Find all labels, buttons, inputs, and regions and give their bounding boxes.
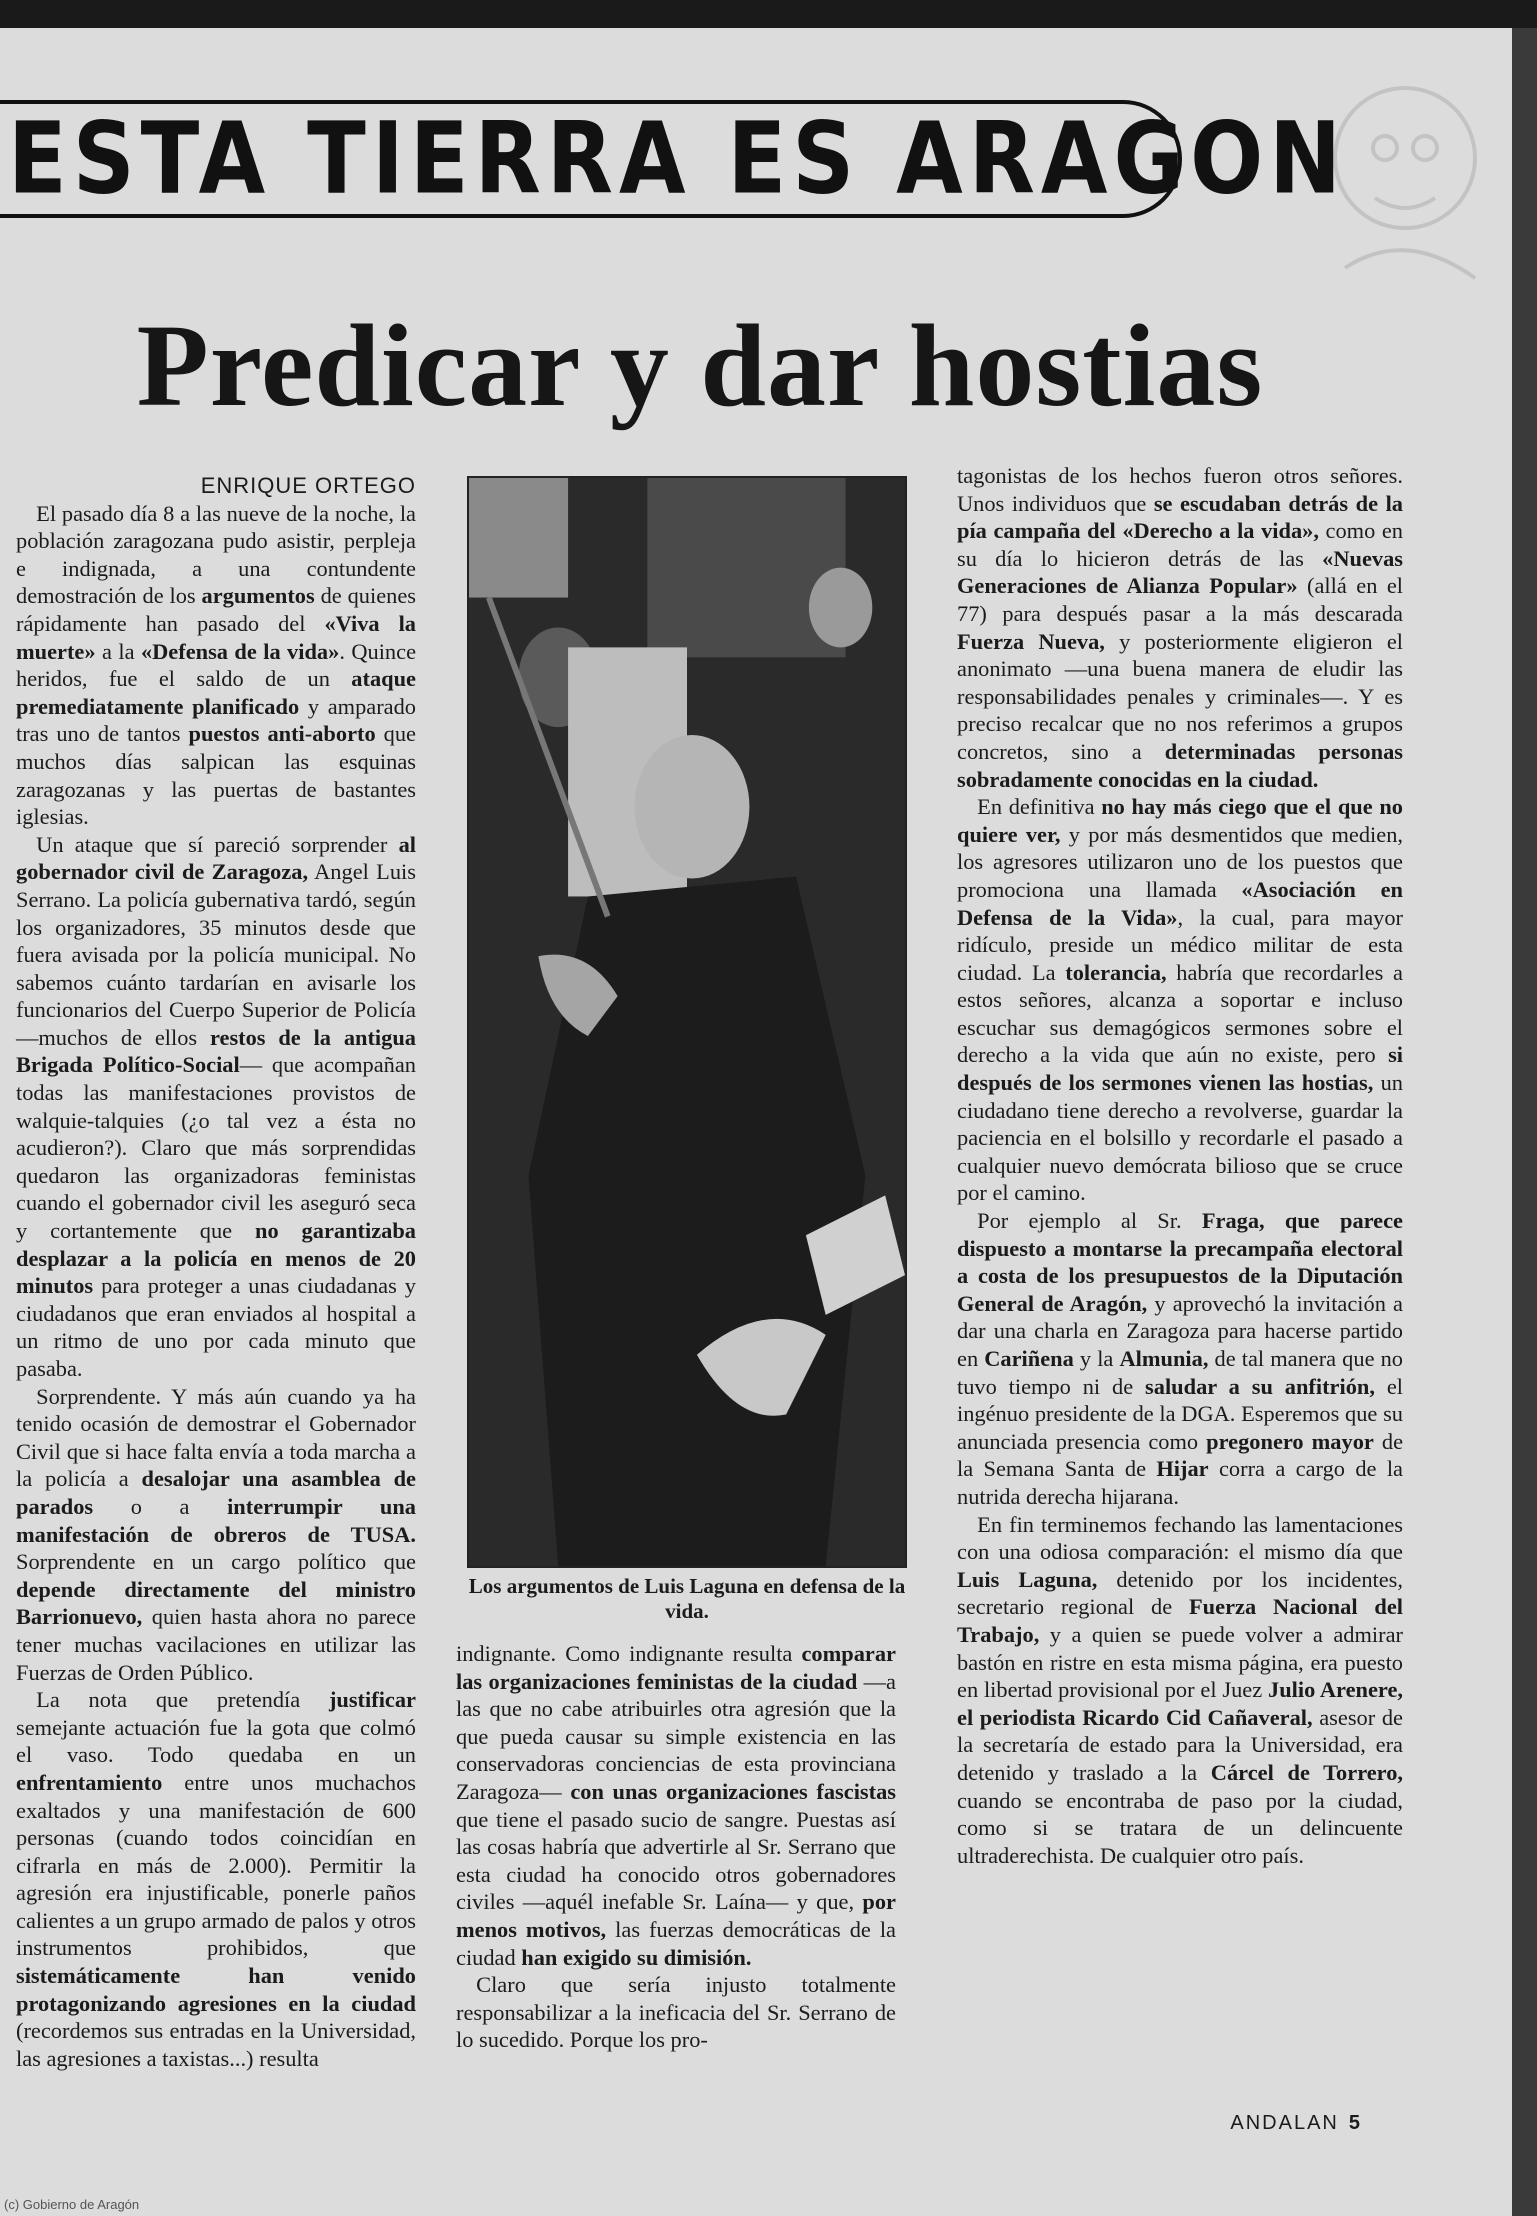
paragraph: Sorprendente. Y más aún cuando ya ha tenido ocasión de demostrar el Gobernador Civil que si hace falta envía a toda marcha a la policía a desalojar una asamblea de parados o a interrumpir una manifestación de obreros de TUSA. Sorprendente en un cargo político que depende directamente del ministro Barrionuevo, quien hasta ahora no parece tener muchas vacilaciones en utilizar las Fuerzas de Orden Público. xyxy=(16,1383,417,1685)
paragraph: Por ejemplo al Sr. Fraga, que parece dispuesto a montarse la precampaña electoral a costa de los presupuestos de la Diputación General de Aragón, y aprovechó la invitación a dar una charla en Zaragoza para hacerse partido en Cariñena y la Almunia, de tal manera que no tuvo tiempo ni de saludar a su anfitrión, el ingénuo presidente de la DGA. Esperemos que su anunciada presencia como pregonero mayor de la Semana Santa de Hijar corra a cargo de la nutrida derecha hijarana. xyxy=(957,1208,1404,1509)
section-banner-text: ESTA TIERRA ES ARAGON xyxy=(8,101,1348,217)
paragraph: Un ataque que sí pareció sorprender al gobernador civil de Zaragoza, Angel Luis Serrano. La policía gubernativa tardó, según los organizadores, 35 minutos desde que fuera avisada por la policía municipal. No sabemos cuánto tardarían en avisarle los funcionarios del Cuerpo Superior de Policía —muchos de ellos restos de la antigua Brigada Político-Social— que acompañan todas las manifestaciones provistos de walquie-talquies (¿o tal vez a ésta no acudieron?). Claro que más sorprendidas quedaron las organizadoras feministas cuando el gobernador civil les aseguró seca y cortantemente que no garantizaba desplazar a la policía en menos de 20 minutos para proteger a unas ciudadanas y ciudadanos que eran enviados al hospital a un ritmo de uno por cada minuto que pasaba. xyxy=(16,831,416,1381)
page-edge xyxy=(1512,28,1537,2216)
page-footer xyxy=(1230,2112,1362,2135)
paragraph: indignante. Como indignante resulta comparar las organizaciones feministas de la ciudad —a las que no cabe atribuirles otra agresión que la que pueda causar su simple existencia en las conservadoras conciencias de esta provinciana Zaragoza— con unas organizaciones fascistas que tiene el pasado sucio de sangre. Puestas así las cosas habría que advertirle al Sr. Serrano que esta ciudad ha conocido otros gobernadores civiles —aquél inefable Sr. Laína— y que, por menos motivos, las fuerzas democráticas de la ciudad han exigido su dimisión. xyxy=(456,1641,897,1970)
section-banner xyxy=(0,100,1348,218)
paragraph: En fin terminemos fechando las lamentaciones con una odiosa comparación: el mismo día que Luis Laguna, detenido por los incidentes, secretario regional de Fuerza Nacional del Trabajo, y a quien se puede volver a admirar bastón en ristre en esta misma página, era puesto en libertad provisional por el Juez Julio Arenere, el periodista Ricardo Cid Cañaveral, asesor de la secretaría de estado para la Universidad, era detenido y traslado a la Cárcel de Torrero, cuando se encontraba de paso por la ciudad, como si se tratara de un delincuente ultraderechista. De cualquier otro país. xyxy=(957,1511,1403,1868)
author-byline: ENRIQUE ORTEGO xyxy=(200,473,416,498)
paragraph: La nota que pretendía justificar semejante actuación fue la gota que colmó el vaso. Todo quedaba en un enfrentamiento entre unos muchachos exaltados y una manifestación de 600 personas (cuando todos coincidían en cifrarla en más de 2.000). Permitir la agresión era injustificable, ponerle paños calientes a un grupo armado de palos y otros instrumentos prohibidos, que sistemáticamente han venido protagonizando agresiones en la ciudad (recordemos sus entradas en la Universidad, las agresiones a taxistas...) resulta xyxy=(16,1687,416,2071)
article-column-3 xyxy=(957,462,1403,1869)
paragraph: tagonistas de los hechos fueron otros señores. Unos individuos que se escudaban detrás de la pía campaña del «Derecho a la vida», como en su día lo hicieron detrás de las «Nuevas Generaciones de Alianza Popular» (allá en el 77) para después pasar a la más descarada Fuerza Nueva, y posteriormente eligieron el anonimato —una buena manera de eludir las responsabilidades penales y criminales—. Y es preciso recalcar que no nos referimos a grupos concretos, sino a determinadas personas sobradamente conocidas en la ciudad. xyxy=(957,463,1403,792)
photo-placeholder xyxy=(469,478,905,1566)
paragraph: En definitiva no hay más ciego que el que no quiere ver, y por más desmentidos que medien, los agresores utilizaron uno de los puestos que promociona una llamada «Asociación en Defensa de la Vida», la cual, para mayor ridículo, preside un médico militar de esta ciudad. La tolerancia, habría que recordarles a estos señores, alcanza a soportar e incluso escuchar sus demagógicos sermones sobre el derecho a la vida que aún no existe, pero si después de los sermones vienen las hostias, un ciudadano tiene derecho a revolverse, guardar la paciencia en el bolsillo y recordarle el pasado a cualquier nuevo demócrata bilioso que se cruce por el camino. xyxy=(957,794,1404,1206)
paragraph: Claro que sería injusto totalmente responsabilizar a la ineficacia del Sr. Serrano de lo sucedido. Porque los pro- xyxy=(456,1972,896,2053)
article-column-1 xyxy=(16,472,416,2072)
page-number: 5 xyxy=(1348,2112,1362,2134)
article-photo xyxy=(467,476,907,1568)
photo-caption: Los argumentos de Luis Laguna en defensa de la vida. xyxy=(468,1574,906,1623)
magazine-page xyxy=(0,28,1512,2216)
article-column-2 xyxy=(456,1640,896,2054)
article-title: Predicar y dar hostias xyxy=(136,300,1264,431)
magazine-name: ANDALAN xyxy=(1230,2112,1339,2134)
image-credit: (c) Gobierno de Aragón xyxy=(4,2197,140,2212)
paragraph: El pasado día 8 a las nueve de la noche, la población zaragozana pudo asistir, perpleja e indignada, a una contundente demostración de los argumentos de quienes rápidamente han pasado del «Viva la muerte» a la «Defensa de la vida». Quince heridos, fue el saldo de un ataque premediatamente planificado y amparado tras uno de tantos puestos anti-aborto que muchos días salpican las esquinas zaragozanas y las puertas de bastantes iglesias. xyxy=(16,500,417,830)
